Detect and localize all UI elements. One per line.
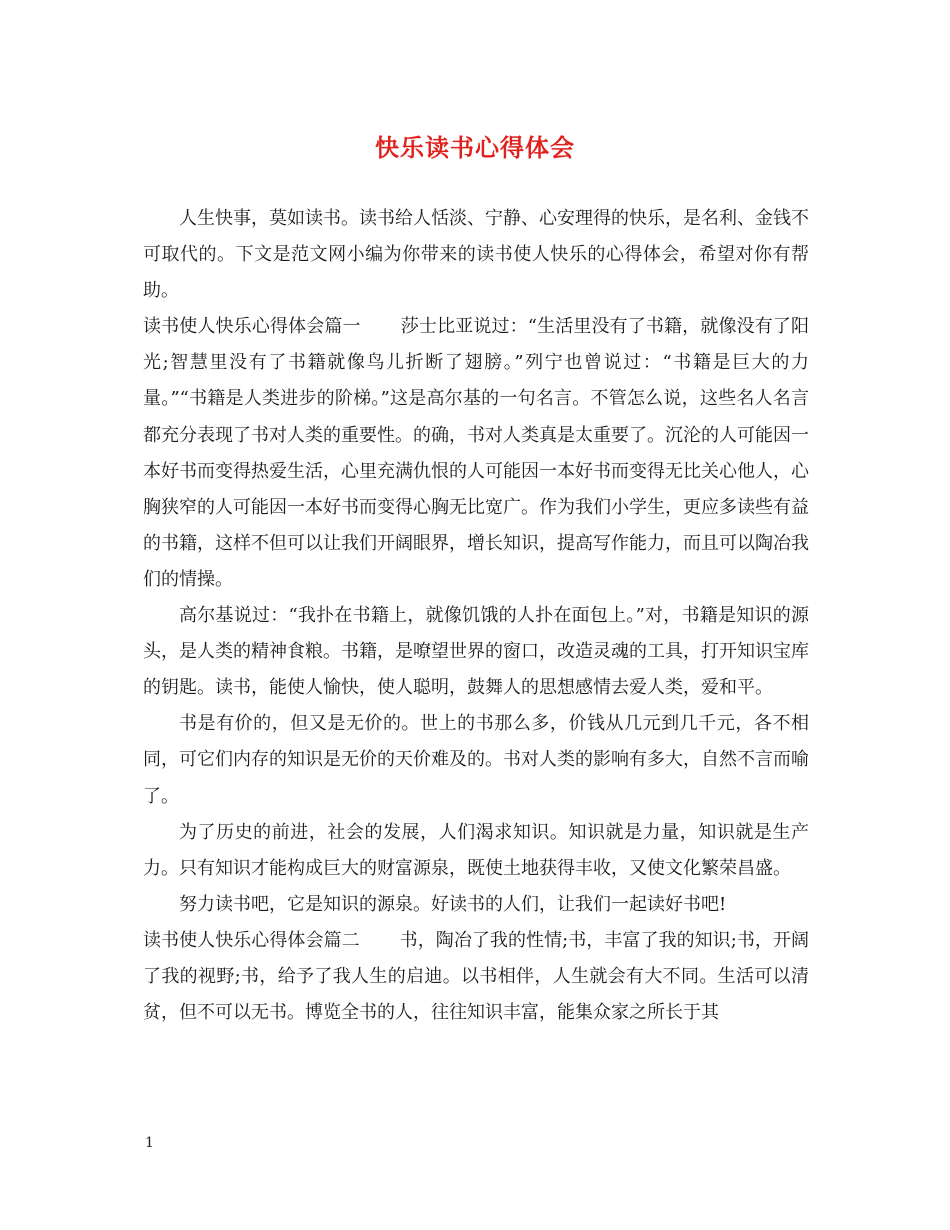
section-text: 莎士比亚说过：“生活里没有了书籍，就像没有了阳光;智慧里没有了书籍就像鸟儿折断了翅膀。”列宁也曾说过：“书籍是巨大的力量。”“书籍是人类进步的阶梯。”这是高尔基的一句名言。不管怎么说，这些名人名言都充分表现了书对人类的重要性。的确，书对人类真是太重要了。沉沦的人可能因一本好书而变得热爱生活，心里充满仇恨的人可能因一本好书而变得无比关心他人，心胸狭窄的人可能因一本好书而变得心胸无比宽广。作为我们小学生，更应多读些有益的书籍，这样不但可以让我们开阔眼界，增长知识，提高写作能力，而且可以陶冶我们的情操。 <box>143 316 810 590</box>
intro-paragraph: 人生快事，莫如读书。读书给人恬淡、宁静、心安理得的快乐，是名利、金钱不可取代的。下文是范文网小编为你带来的读书使人快乐的心得体会，希望对你有帮助。 <box>143 208 809 302</box>
section-two-paragraph <box>143 923 809 1031</box>
body-paragraph: 为了历史的前进，社会的发展，人们渴求知识。知识就是力量，知识就是生产力。只有知识才能构成巨大的财富源泉，既使土地获得丰收，又使文化繁荣昌盛。 <box>143 821 809 879</box>
body-paragraph: 努力读书吧，它是知识的源泉。好读书的人们，让我们一起读好书吧! <box>179 893 727 915</box>
body-paragraph: 高尔基说过：“我扑在书籍上，就像饥饿的人扑在面包上。”对，书籍是知识的源头，是人类的精神食粮。书籍，是嘹望世界的窗口，改造灵魂的工具，打开知识宝库的钥匙。读书，能使人愉快，使人聪明，鼓舞人的思想感情去爱人类，爱和平。 <box>143 605 809 699</box>
section-heading: 读书使人快乐心得体会篇一 <box>143 316 361 338</box>
page-number: 1 <box>145 1135 154 1151</box>
section-one-paragraph <box>143 309 809 598</box>
section-text: 书，陶冶了我的性情;书，丰富了我的知识;书，开阔了我的视野;书，给予了我人生的启迪。以书相伴，人生就会有大不同。生活可以清贫，但不可以无书。博览全书的人，往往知识丰富，能集众家之所长于其 <box>143 929 809 1024</box>
document-body <box>143 201 809 1031</box>
section-heading: 读书使人快乐心得体会篇二 <box>143 929 360 951</box>
body-paragraph: 书是有价的，但又是无价的。世上的书那么多，价钱从几元到几千元，各不相同，可它们内存的知识是无价的天价难及的。书对人类的影响有多大，自然不言而喻了。 <box>143 713 809 807</box>
document-title: 快乐读书心得体会 <box>375 133 575 162</box>
